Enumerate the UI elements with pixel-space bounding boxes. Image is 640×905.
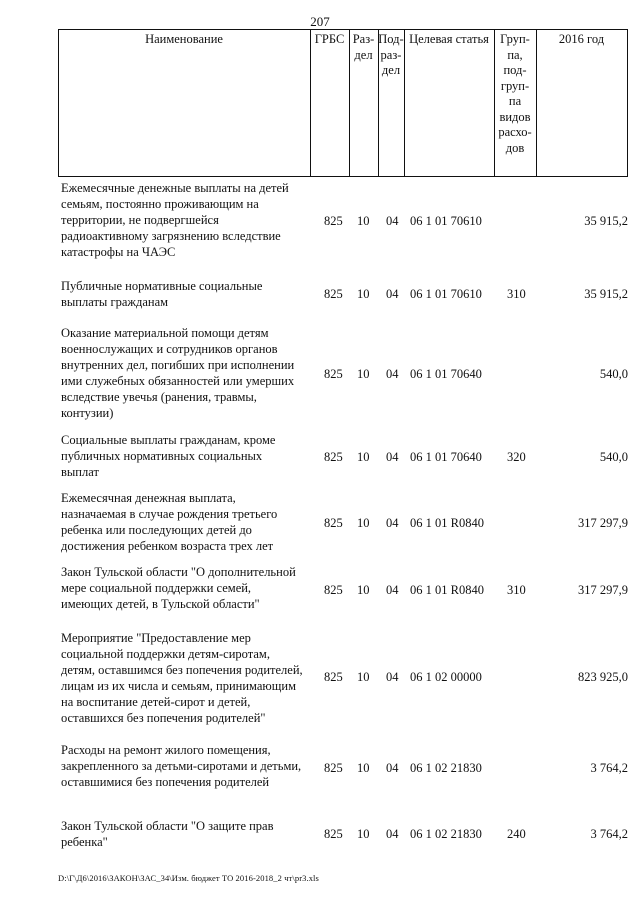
row-amount: 540,0 <box>599 450 628 464</box>
row-name: Оказание материальной помощи детям военнослужащих и сотрудников органов внутренних дел, погибших при исполнении ими служебных обязанностей или умерших вследствие увечья (ранения, травмы, контузии) <box>61 326 295 420</box>
header-razdel: Раз- дел <box>352 32 375 62</box>
header-name: Наименование <box>145 32 223 46</box>
row-group: 320 <box>507 450 526 464</box>
row-name: Мероприятие "Предоставление мер социальной поддержки детям-сиротам, детям, оставшимся без попечения родителей, лицам из их числа и семьям, принимающим на воспитание детей-сирот и детей, оставшихся без попечения родителей" <box>61 631 303 725</box>
row-group: 310 <box>507 287 526 301</box>
row-razdel: 10 <box>357 287 370 301</box>
row-podrazdel: 04 <box>386 670 399 684</box>
row-grbs: 825 <box>324 583 343 597</box>
row-amount: 317 297,9 <box>578 583 628 597</box>
row-grbs: 825 <box>324 214 343 228</box>
row-amount: 3 764,2 <box>590 761 628 775</box>
row-amount: 35 915,2 <box>584 287 628 301</box>
row-podrazdel: 04 <box>386 761 399 775</box>
budget-table <box>58 29 628 873</box>
row-name: Публичные нормативные социальные выплаты гражданам <box>61 279 263 309</box>
row-razdel: 10 <box>357 516 370 530</box>
row-razdel: 10 <box>357 214 370 228</box>
row-amount: 317 297,9 <box>578 516 628 530</box>
header-divider <box>404 29 405 176</box>
row-target: 06 1 02 21830 <box>410 761 482 775</box>
row-podrazdel: 04 <box>386 516 399 530</box>
row-razdel: 10 <box>357 583 370 597</box>
row-target: 06 1 01 70610 <box>410 287 482 301</box>
row-podrazdel: 04 <box>386 367 399 381</box>
row-name: Ежемесячные денежные выплаты на детей семьям, постоянно проживающим на территории, не подвергшейся радиоактивному загрязнению вследствие катастрофы на ЧАЭС <box>61 181 289 259</box>
row-name: Расходы на ремонт жилого помещения, закрепленного за детьми-сиротами и детьми, оставшимися без попечения родителей <box>61 743 302 789</box>
row-target: 06 1 01 70610 <box>410 214 482 228</box>
row-grbs: 825 <box>324 827 343 841</box>
row-target: 06 1 02 00000 <box>410 670 482 684</box>
header-podrazdel: Под- раз- дел <box>378 32 404 77</box>
row-razdel: 10 <box>357 670 370 684</box>
row-target: 06 1 01 R0840 <box>410 583 484 597</box>
row-name: Ежемесячная денежная выплата, назначаемая в случае рождения третьего ребенка или последующих детей до достижения ребенком возраста трех лет <box>61 491 278 553</box>
row-amount: 823 925,0 <box>578 670 628 684</box>
row-razdel: 10 <box>357 827 370 841</box>
row-podrazdel: 04 <box>386 214 399 228</box>
row-amount: 3 764,2 <box>590 827 628 841</box>
row-grbs: 825 <box>324 450 343 464</box>
row-target: 06 1 01 70640 <box>410 367 482 381</box>
file-path-footer: D:\Г\Д6\2016\ЗАКОН\ЗАС_34\Изм. бюджет ТО 2016-2018_2 чт\pr3.xls <box>58 873 319 883</box>
row-group: 240 <box>507 827 526 841</box>
row-target: 06 1 01 70640 <box>410 450 482 464</box>
row-grbs: 825 <box>324 670 343 684</box>
row-name: Закон Тульской области "О дополнительной мере социальной поддержки семей, имеющих детей, в Тульской области" <box>61 565 296 611</box>
header-divider <box>536 29 537 176</box>
header-top-border <box>58 29 628 30</box>
row-grbs: 825 <box>324 287 343 301</box>
row-podrazdel: 04 <box>386 450 399 464</box>
header-divider <box>627 29 628 176</box>
page-number: 207 <box>310 14 330 29</box>
row-target: 06 1 02 21830 <box>410 827 482 841</box>
header-bottom-border <box>58 176 628 177</box>
row-razdel: 10 <box>357 761 370 775</box>
row-target: 06 1 01 R0840 <box>410 516 484 530</box>
header-year: 2016 год <box>558 32 605 46</box>
header-group: Груп- па, под- груп- па видов расхо- дов <box>498 32 532 155</box>
row-name: Закон Тульской области "О защите прав ребенка" <box>61 819 274 849</box>
row-razdel: 10 <box>357 450 370 464</box>
row-group: 310 <box>507 583 526 597</box>
row-grbs: 825 <box>324 367 343 381</box>
row-podrazdel: 04 <box>386 827 399 841</box>
row-amount: 35 915,2 <box>584 214 628 228</box>
row-amount: 540,0 <box>599 367 628 381</box>
row-grbs: 825 <box>324 516 343 530</box>
row-podrazdel: 04 <box>386 583 399 597</box>
header-grbs: ГРБС <box>314 32 345 46</box>
row-podrazdel: 04 <box>386 287 399 301</box>
row-name: Социальные выплаты гражданам, кроме публичных нормативных социальных выплат <box>61 433 276 479</box>
header-divider <box>58 29 59 176</box>
header-divider <box>310 29 311 176</box>
header-target: Целевая статья <box>409 32 489 46</box>
row-grbs: 825 <box>324 761 343 775</box>
row-razdel: 10 <box>357 367 370 381</box>
